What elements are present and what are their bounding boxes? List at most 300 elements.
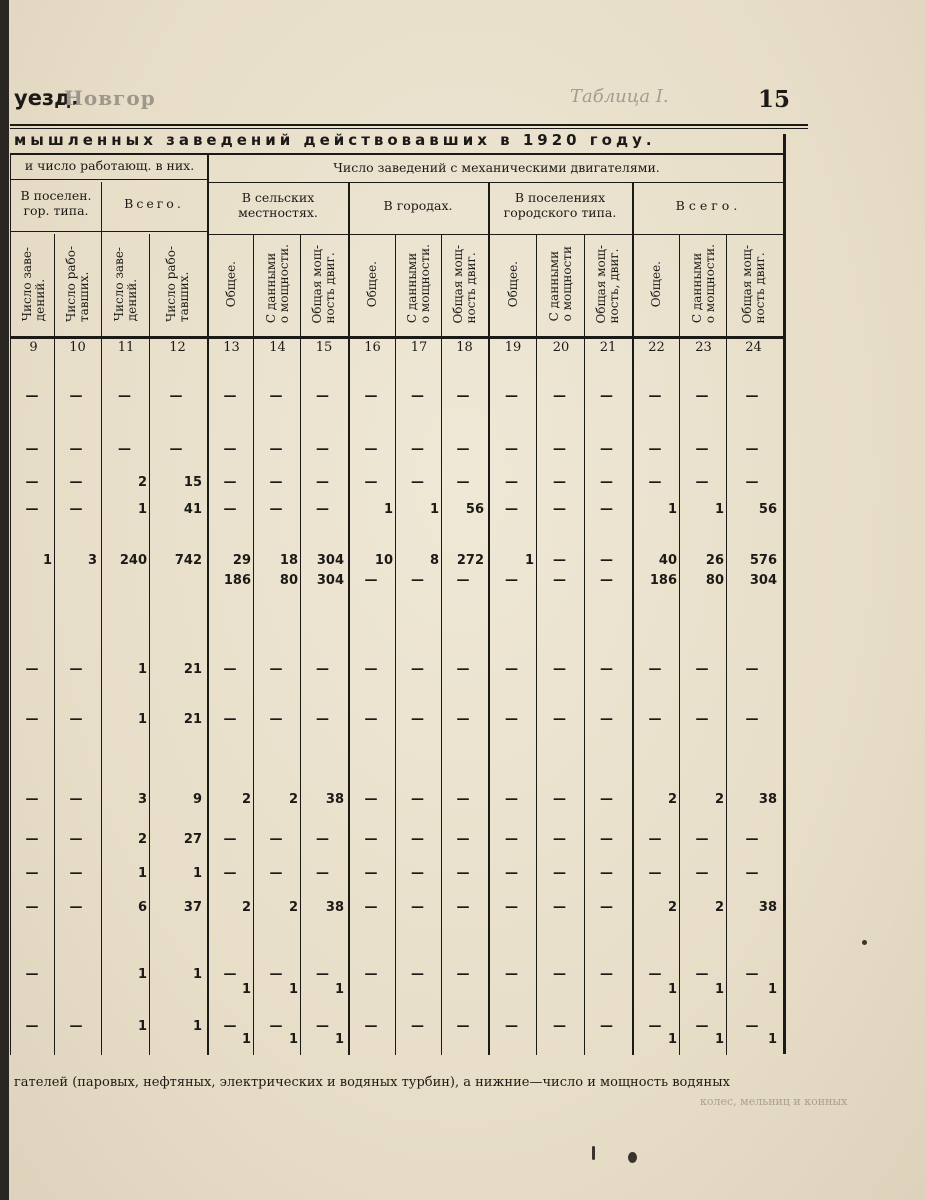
table-cell: — (553, 832, 566, 847)
column-header-label: Общая мощ- ность, двиг. (594, 244, 621, 324)
table-cell: 1 (192, 866, 202, 881)
table-cell: 1 (767, 982, 777, 997)
table-cell: — (456, 900, 470, 915)
table-cell: — (505, 442, 518, 457)
table-cell: — (505, 573, 518, 588)
table-cell: — (316, 967, 329, 982)
table-cell: — (364, 832, 378, 847)
column-header (680, 234, 727, 334)
table-cell: 1 (192, 1019, 202, 1034)
table-cell: — (411, 389, 424, 404)
column-number: 19 (504, 340, 522, 355)
table-cell: — (316, 475, 329, 490)
table-cell: — (316, 502, 329, 517)
table-cell: — (505, 792, 518, 807)
table-cell: 304 (316, 553, 344, 568)
table-cell: — (25, 389, 39, 404)
table-cell: 2 (714, 900, 724, 915)
column-header-label: С данными о мощности (547, 246, 574, 322)
table-cell: 576 (749, 553, 777, 568)
table-cell: 1 (137, 967, 147, 982)
table-cell: — (745, 442, 759, 457)
group-underline-right (209, 182, 784, 183)
running-head-bleedthrough: Новгор (64, 86, 156, 110)
column-header (102, 234, 150, 334)
table-cell: — (69, 389, 83, 404)
column-header (55, 234, 100, 334)
table-cell: — (553, 967, 566, 982)
table-cell: — (69, 866, 83, 881)
column-number: 11 (117, 340, 135, 355)
table-cell: — (411, 1019, 424, 1034)
table-cell: — (25, 475, 39, 490)
header-bottom-rule (10, 336, 784, 339)
table-cell: — (505, 900, 518, 915)
column-header-label: Общая мощ- ность двиг. (310, 244, 337, 324)
table-cell: — (648, 475, 662, 490)
table-cell: — (505, 1019, 518, 1034)
table-cell: — (411, 475, 424, 490)
table-cell: 41 (183, 502, 202, 517)
table-cell: — (505, 475, 518, 490)
table-cell: — (648, 1019, 662, 1034)
table-cell: — (648, 967, 662, 982)
table-cell: — (600, 573, 613, 588)
table-cell: — (223, 389, 237, 404)
ink-spot (628, 1152, 637, 1163)
table-cell: 2 (241, 900, 251, 915)
table-cell: 2 (667, 900, 677, 915)
column-divider (149, 234, 150, 1055)
table-cell: — (695, 712, 709, 727)
column-header-label: Общая мощ- ность двиг. (739, 244, 767, 324)
footnote-bleedthrough: колес, мельниц и конных (700, 1095, 848, 1108)
table-cell: 1 (241, 1032, 251, 1047)
column-number: 10 (69, 340, 86, 355)
column-header-label: Общее. (649, 260, 663, 308)
table-cell: — (269, 389, 283, 404)
table-cell: — (695, 1019, 709, 1034)
title-underline (10, 153, 784, 155)
table-cell: — (269, 866, 283, 881)
column-number: 17 (410, 340, 428, 355)
table-cell: — (223, 832, 237, 847)
table-cell: — (269, 712, 283, 727)
table-cell: — (364, 866, 378, 881)
table-cell: — (745, 832, 759, 847)
table-cell: — (553, 475, 566, 490)
table-cell: 2 (667, 792, 677, 807)
table-cell: — (411, 900, 424, 915)
page-number: 15 (758, 86, 791, 113)
table-cell: — (553, 900, 566, 915)
column-header (585, 234, 631, 334)
table-cell: 21 (183, 712, 202, 727)
column-number: 14 (269, 340, 286, 355)
table-cell: 2 (241, 792, 251, 807)
table-cell: — (223, 967, 237, 982)
table-cell: — (553, 792, 566, 807)
table-cell: — (553, 502, 566, 517)
table-cell: — (25, 1019, 39, 1034)
table-cell: — (411, 832, 424, 847)
table-cell: 1 (42, 553, 52, 568)
table-cell: — (600, 442, 613, 457)
table-cell: 1 (288, 1032, 298, 1047)
table-cell: 742 (174, 553, 202, 568)
table-cell: 186 (223, 573, 251, 588)
column-divider (679, 234, 680, 1055)
table-cell: 8 (429, 553, 439, 568)
table-cell: 38 (758, 900, 777, 915)
column-header-label: Общее. (365, 260, 379, 308)
table-cell: — (25, 662, 39, 677)
ink-dot (862, 940, 867, 945)
header-total-left: Всего. (124, 196, 184, 211)
table-cell: — (553, 573, 566, 588)
column-number: 12 (169, 340, 186, 355)
column-header (12, 234, 55, 334)
table-cell: 29 (232, 553, 251, 568)
table-cell: 56 (465, 502, 484, 517)
table-cell: 1 (524, 553, 534, 568)
table-cell: — (411, 712, 424, 727)
table-cell: — (223, 866, 237, 881)
table-cell: — (553, 1019, 566, 1034)
table-cell: 15 (183, 475, 202, 490)
table-cell: — (69, 900, 83, 915)
table-cell: — (745, 662, 759, 677)
table-cell: 26 (705, 553, 724, 568)
table-cell: — (600, 553, 613, 568)
table-cell: — (745, 866, 759, 881)
table-cell: — (648, 712, 662, 727)
table-cell: 1 (429, 502, 439, 517)
column-header-label: Общее. (505, 260, 520, 308)
table-cell: — (316, 662, 329, 677)
table-cell: 3 (87, 553, 97, 568)
table-cell: 1 (714, 1032, 724, 1047)
book-spine-shadow (0, 0, 9, 1200)
table-cell: — (364, 1019, 378, 1034)
header-cities: В городах. (383, 198, 453, 213)
table-cell: — (695, 866, 709, 881)
table-cell: — (600, 832, 613, 847)
table-cell: — (69, 712, 83, 727)
table-cell: — (25, 967, 39, 982)
table-title: мышленных заведений действовавших в 1920 году. (14, 131, 656, 149)
column-divider (536, 234, 537, 1055)
table-cell: — (269, 475, 283, 490)
table-cell: 2 (288, 792, 298, 807)
table-cell: — (364, 389, 378, 404)
table-cell: 1 (192, 967, 202, 982)
table-cell: — (456, 792, 470, 807)
table-cell: — (69, 442, 83, 457)
column-header (537, 234, 585, 334)
table-cell: — (745, 967, 759, 982)
ink-mark (592, 1146, 595, 1160)
table-cell: — (695, 662, 709, 677)
table-cell: 1 (667, 502, 677, 517)
table-cell: 18 (279, 553, 298, 568)
table-cell: — (69, 502, 83, 517)
table-cell: — (505, 389, 518, 404)
table-cell: — (269, 442, 283, 457)
table-cell: — (411, 866, 424, 881)
column-header (442, 234, 487, 334)
table-cell: 1 (667, 1032, 677, 1047)
table-cell: 186 (649, 573, 677, 588)
table-cell: — (745, 1019, 759, 1034)
table-cell: — (456, 712, 470, 727)
table-cell: — (316, 832, 329, 847)
table-cell: 37 (183, 900, 202, 915)
table-cell: — (169, 389, 183, 404)
header-urban-type: В поселен. гор. типа. (20, 188, 92, 218)
table-cell: — (25, 866, 39, 881)
header-urban-settlements: В поселениях городского типа. (503, 190, 617, 220)
table-cell: 56 (758, 502, 777, 517)
table-cell: — (269, 502, 283, 517)
table-cell: — (456, 832, 470, 847)
table-cell: 80 (705, 573, 724, 588)
column-header (727, 234, 780, 334)
table-cell: — (411, 573, 424, 588)
column-divider (584, 234, 585, 1055)
table-cell: — (600, 792, 613, 807)
table-cell: — (695, 475, 709, 490)
table-cell: — (553, 712, 566, 727)
column-number: 22 (648, 340, 665, 355)
table-cell: 240 (119, 553, 147, 568)
header-rural: В сельских местностях. (238, 190, 318, 220)
table-cell: — (118, 389, 131, 404)
table-cell: 2 (288, 900, 298, 915)
table-cell: — (269, 1019, 283, 1034)
table-cell: — (648, 866, 662, 881)
table-cell: — (223, 442, 237, 457)
column-header-label: Число рабо- тавших. (63, 246, 91, 322)
table-cell: 1 (137, 502, 147, 517)
table-cell: — (600, 662, 613, 677)
table-cell: 1 (767, 1032, 777, 1047)
table-cell: 27 (183, 832, 202, 847)
table-cell: — (456, 442, 470, 457)
table-cell: 2 (137, 832, 147, 847)
table-cell: — (745, 712, 759, 727)
table-cell: — (648, 662, 662, 677)
table-cell: 1 (714, 502, 724, 517)
table-cell: 1 (241, 982, 251, 997)
table-cell: — (648, 389, 662, 404)
table-cell: — (223, 502, 237, 517)
table-cell: 1 (137, 1019, 147, 1034)
column-header-label: Число рабо- тавших. (163, 246, 191, 322)
table-cell: — (411, 662, 424, 677)
column-number: 16 (364, 340, 381, 355)
column-number: 20 (552, 340, 570, 355)
table-cell: 1 (667, 982, 677, 997)
table-cell: — (600, 900, 613, 915)
table-cell: — (553, 662, 566, 677)
table-cell: 3 (137, 792, 147, 807)
table-cell: — (456, 1019, 470, 1034)
column-header (396, 234, 442, 334)
header-workers: и число работающ. в них. (24, 158, 195, 173)
table-cell: 38 (758, 792, 777, 807)
column-header (254, 234, 301, 334)
column-header (150, 234, 205, 334)
table-cell: — (269, 967, 283, 982)
table-cell: 2 (137, 475, 147, 490)
table-cell: — (316, 866, 329, 881)
table-cell: — (223, 475, 237, 490)
table-cell: — (364, 475, 378, 490)
column-header (489, 234, 537, 334)
table-cell: — (695, 967, 709, 982)
table-cell: — (223, 662, 237, 677)
column-header (301, 234, 347, 334)
table-cell: — (25, 502, 39, 517)
table-cell: — (364, 900, 378, 915)
table-cell: — (269, 662, 283, 677)
table-cell: 1 (137, 712, 147, 727)
table-cell: — (505, 832, 518, 847)
table-cell: — (695, 832, 709, 847)
column-number: 23 (695, 340, 712, 355)
table-cell: — (316, 442, 329, 457)
column-header-label: Общее. (224, 260, 238, 308)
table-cell: — (223, 712, 237, 727)
column-divider (395, 234, 396, 1055)
table-cell: 1 (383, 502, 393, 517)
header-mechanical: Число заведений с механическими двигателями. (333, 160, 660, 175)
table-cell: — (411, 967, 424, 982)
column-header (633, 234, 680, 334)
column-header (209, 234, 254, 334)
table-cell: — (69, 662, 83, 677)
running-head-county: уезд. (14, 86, 80, 110)
table-cell: — (364, 662, 378, 677)
column-divider (726, 234, 727, 1055)
table-cell: — (25, 442, 39, 457)
table-cell: 304 (316, 573, 344, 588)
table-cell: — (69, 832, 83, 847)
column-header-label: Число заве- дений. (19, 246, 47, 322)
table-cell: — (364, 712, 378, 727)
footnote: гателей (паровых, нефтяных, электрических и водяных турбин), а нижние—число и мощность водяных (14, 1075, 730, 1090)
table-cell: 40 (658, 553, 677, 568)
table-cell: — (600, 1019, 613, 1034)
table-cell: — (553, 553, 566, 568)
table-cell: — (456, 662, 470, 677)
table-cell: — (223, 1019, 237, 1034)
table-cell: — (456, 475, 470, 490)
table-cell: — (25, 792, 39, 807)
table-cell: — (600, 389, 613, 404)
table-cell: 38 (325, 900, 344, 915)
table-cell: — (553, 442, 566, 457)
top-rule (10, 124, 808, 126)
table-cell: — (505, 866, 518, 881)
table-cell: 1 (137, 662, 147, 677)
table-cell: 2 (714, 792, 724, 807)
table-cell: 272 (456, 553, 484, 568)
column-divider (300, 234, 301, 1055)
table-cell: — (600, 712, 613, 727)
table-cell: — (745, 475, 759, 490)
column-header-label: С данными о мощности. (405, 244, 432, 324)
table-cell: — (456, 573, 470, 588)
table-cell: — (553, 389, 566, 404)
table-cell: — (269, 832, 283, 847)
table-cell: — (25, 712, 39, 727)
table-cell: — (553, 866, 566, 881)
table-cell: — (505, 712, 518, 727)
column-number: 21 (599, 340, 617, 355)
table-cell: — (69, 792, 83, 807)
table-cell: — (600, 502, 613, 517)
table-cell: — (25, 832, 39, 847)
table-cell: 1 (137, 866, 147, 881)
column-divider (54, 234, 55, 1055)
table-cell: — (316, 712, 329, 727)
table-cell: — (505, 502, 518, 517)
table-cell: 1 (714, 982, 724, 997)
column-number: 24 (745, 340, 762, 355)
column-header (349, 234, 396, 334)
table-cell: — (745, 389, 759, 404)
table-cell: — (69, 1019, 83, 1034)
table-cell: — (411, 442, 424, 457)
table-cell: 21 (183, 662, 202, 677)
table-cell: — (456, 389, 470, 404)
table-cell: 1 (288, 982, 298, 997)
column-header-label: Число заве- дений. (112, 246, 139, 322)
table-cell: — (118, 442, 131, 457)
table-cell: 9 (192, 792, 202, 807)
table-cell: — (600, 967, 613, 982)
table-cell: 80 (279, 573, 298, 588)
column-number: 15 (315, 340, 333, 355)
column-number: 18 (456, 340, 473, 355)
column-divider (441, 234, 442, 1055)
subheader-underline-left (10, 231, 207, 232)
table-cell: — (169, 442, 183, 457)
group-underline-left (10, 179, 207, 180)
table-cell: — (505, 662, 518, 677)
column-number: 13 (223, 340, 240, 355)
table-cell: — (364, 967, 378, 982)
table-cell: — (364, 573, 378, 588)
table-cell: — (456, 967, 470, 982)
table-cell: — (600, 866, 613, 881)
table-cell: — (316, 1019, 329, 1034)
table-cell: 6 (137, 900, 147, 915)
top-rule-thin (10, 128, 808, 129)
table-cell: 1 (334, 1032, 344, 1047)
table-cell: — (648, 832, 662, 847)
column-header-label: С данными о мощности. (689, 244, 717, 324)
table-cell: — (695, 389, 709, 404)
table-cell: — (695, 442, 709, 457)
table-cell: — (411, 792, 424, 807)
table-cell: — (600, 475, 613, 490)
table-cell: — (25, 900, 39, 915)
table-right-border (783, 134, 786, 1054)
running-head-table-bleedthrough: Таблица I. (570, 86, 669, 107)
